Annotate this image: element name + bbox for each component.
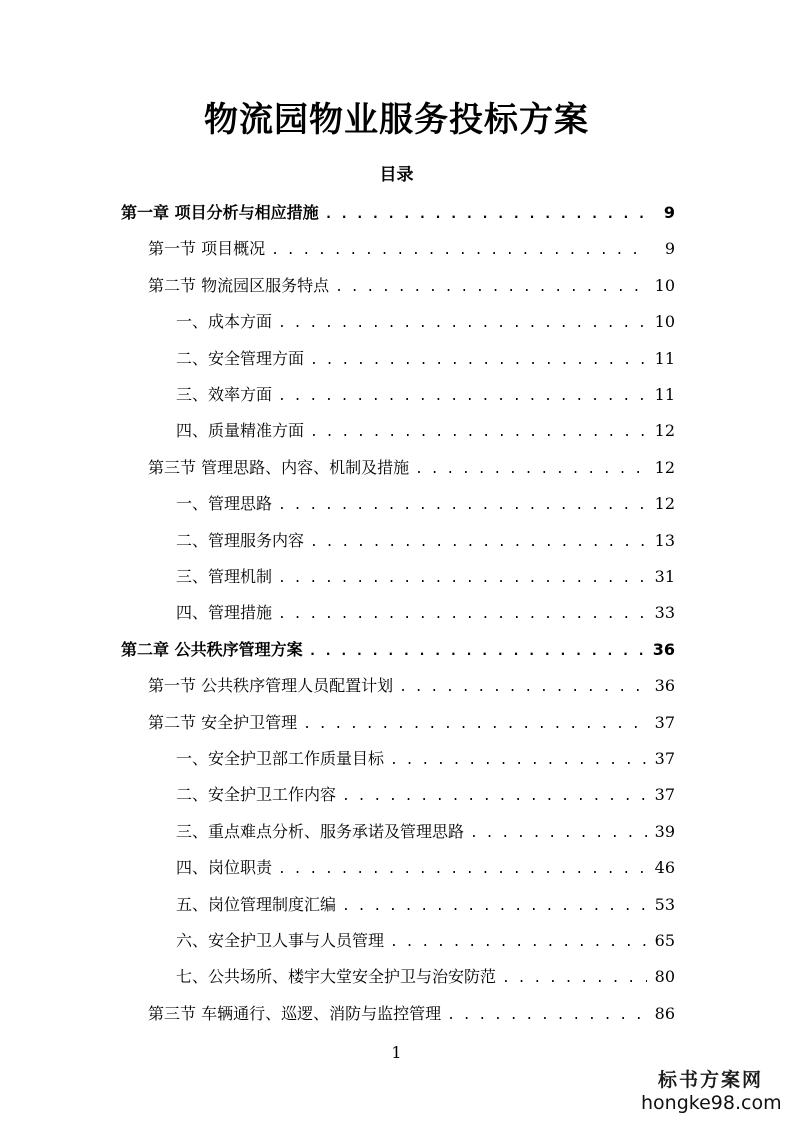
- toc-leader-dots: [399, 675, 647, 699]
- toc-leader-dots: [325, 202, 647, 226]
- toc-leader-dots: [415, 457, 647, 481]
- toc-leader-dots: [390, 930, 647, 954]
- toc-entry[interactable]: [176, 892, 675, 918]
- toc-entry-label: 三、重点难点分析、服务承诺及管理思路: [176, 821, 465, 841]
- toc-entry[interactable]: [176, 528, 675, 554]
- toc-entry-label: 五、岗位管理制度汇编: [176, 894, 337, 914]
- toc-leader-dots: [447, 1003, 647, 1027]
- toc-leader-dots: [278, 857, 647, 881]
- toc-entry-page-number: 37: [654, 749, 675, 768]
- toc-entry[interactable]: [148, 236, 675, 262]
- toc-entry-page-number: 65: [654, 931, 675, 950]
- toc-entry-label: 三、管理机制: [176, 567, 273, 586]
- toc-entry-label: 第一节 项目概况: [148, 239, 266, 259]
- toc-leader-dots: [278, 311, 647, 335]
- toc-entry[interactable]: [176, 600, 675, 626]
- toc-entry-page-number: 31: [654, 567, 675, 586]
- toc-leader-dots: [342, 894, 647, 918]
- toc-entry-label: 四、管理措施: [176, 603, 273, 623]
- toc-entry-label: 七、公共场所、楼宇大堂安全护卫与治安防范: [176, 967, 497, 987]
- toc-entry-label: 第一章 项目分析与相应措施: [121, 203, 319, 222]
- toc-leader-dots: [278, 566, 647, 590]
- toc-entry[interactable]: [176, 564, 675, 590]
- toc-entry-page-number: 46: [654, 858, 675, 878]
- toc-entry-page-number: 12: [654, 494, 675, 514]
- toc-leader-dots: [502, 966, 647, 990]
- toc-entry-label: 第二节 物流园区服务特点: [148, 275, 330, 295]
- toc-entry-page-number: 11: [654, 385, 675, 404]
- toc-entry-page-number: 53: [654, 894, 675, 914]
- toc-leader-dots: [310, 420, 647, 444]
- toc-entry-page-number: 10: [654, 312, 675, 332]
- page-number: 1: [391, 1043, 402, 1062]
- toc-entry-page-number: 12: [654, 421, 675, 441]
- toc-entry-page-number: 80: [654, 967, 675, 987]
- toc-entry[interactable]: [176, 346, 675, 372]
- toc-heading: 目录: [379, 165, 414, 185]
- toc-entry-label: 二、安全护卫工作内容: [176, 785, 337, 805]
- watermark-site-url: hongke98.com: [641, 1092, 782, 1114]
- toc-entry[interactable]: [121, 637, 675, 663]
- toc-entry[interactable]: [176, 928, 675, 954]
- toc-leader-dots: [310, 348, 647, 372]
- watermark-site-name: 标书方案网: [657, 1069, 763, 1091]
- toc-entry-page-number: 37: [654, 712, 675, 732]
- toc-entry[interactable]: [121, 200, 675, 226]
- toc-entry-label: 第二节 安全护卫管理: [148, 712, 298, 732]
- toc-leader-dots: [278, 384, 647, 408]
- toc-entry-page-number: 9: [663, 203, 675, 222]
- toc-entry-page-number: 10: [654, 275, 675, 295]
- toc-entry[interactable]: [148, 1001, 675, 1027]
- toc-entry-page-number: 33: [654, 603, 675, 623]
- toc-leader-dots: [278, 493, 647, 517]
- toc-entry-label: 二、安全管理方面: [176, 348, 305, 368]
- site-watermark-logo: [641, 1068, 781, 1114]
- toc-entry[interactable]: [176, 819, 675, 845]
- toc-entry-label: 一、安全护卫部工作质量目标: [176, 749, 385, 768]
- toc-entry-page-number: 86: [654, 1003, 675, 1023]
- toc-entry-page-number: 37: [654, 785, 675, 805]
- toc-entry-page-number: 13: [654, 530, 675, 550]
- toc-leader-dots: [278, 602, 647, 626]
- toc-leader-dots: [342, 784, 647, 808]
- toc-entry[interactable]: [148, 455, 675, 481]
- toc-entry-page-number: 11: [654, 348, 675, 368]
- toc-leader-dots: [470, 821, 647, 845]
- toc-entry[interactable]: [176, 855, 675, 881]
- toc-entry[interactable]: [176, 382, 675, 408]
- toc-leader-dots: [390, 748, 647, 772]
- toc-leader-dots: [271, 238, 647, 262]
- document-title: 物流园物业服务投标方案: [204, 100, 589, 140]
- toc-entry[interactable]: [176, 964, 675, 990]
- toc-leader-dots: [303, 712, 647, 736]
- toc-entry-label: 第一节 公共秩序管理人员配置计划: [148, 676, 394, 696]
- toc-entry[interactable]: [176, 746, 675, 772]
- toc-entry-label: 四、质量精准方面: [176, 421, 305, 441]
- toc-entry[interactable]: [176, 491, 675, 517]
- toc-entry-label: 四、岗位职责: [176, 858, 273, 878]
- toc-leader-dots: [335, 275, 647, 299]
- toc-entry[interactable]: [148, 710, 675, 736]
- toc-entry-page-number: 12: [654, 457, 675, 477]
- toc-entry[interactable]: [176, 782, 675, 808]
- toc-entry[interactable]: [176, 418, 675, 444]
- toc-entry-page-number: 36: [652, 639, 675, 659]
- toc-leader-dots: [309, 639, 647, 663]
- toc-entry-page-number: 39: [654, 821, 675, 841]
- toc-entry[interactable]: [148, 273, 675, 299]
- toc-entry-label: 第三节 车辆通行、巡逻、消防与监控管理: [148, 1003, 442, 1023]
- toc-leader-dots: [310, 530, 647, 554]
- toc-entry-page-number: 36: [654, 676, 675, 696]
- toc-entry-label: 一、管理思路: [176, 494, 273, 514]
- toc-entry[interactable]: [176, 309, 675, 335]
- toc-entry-label: 一、成本方面: [176, 312, 273, 332]
- toc-entry-label: 二、管理服务内容: [176, 530, 305, 550]
- toc-entry-page-number: 9: [664, 239, 675, 259]
- toc-entry-label: 三、效率方面: [176, 385, 273, 404]
- toc-entry-label: 第三节 管理思路、内容、机制及措施: [148, 457, 410, 477]
- toc-entry-label: 六、安全护卫人事与人员管理: [176, 931, 385, 950]
- toc-entry[interactable]: [148, 673, 675, 699]
- toc-entry-label: 第二章 公共秩序管理方案: [121, 639, 303, 659]
